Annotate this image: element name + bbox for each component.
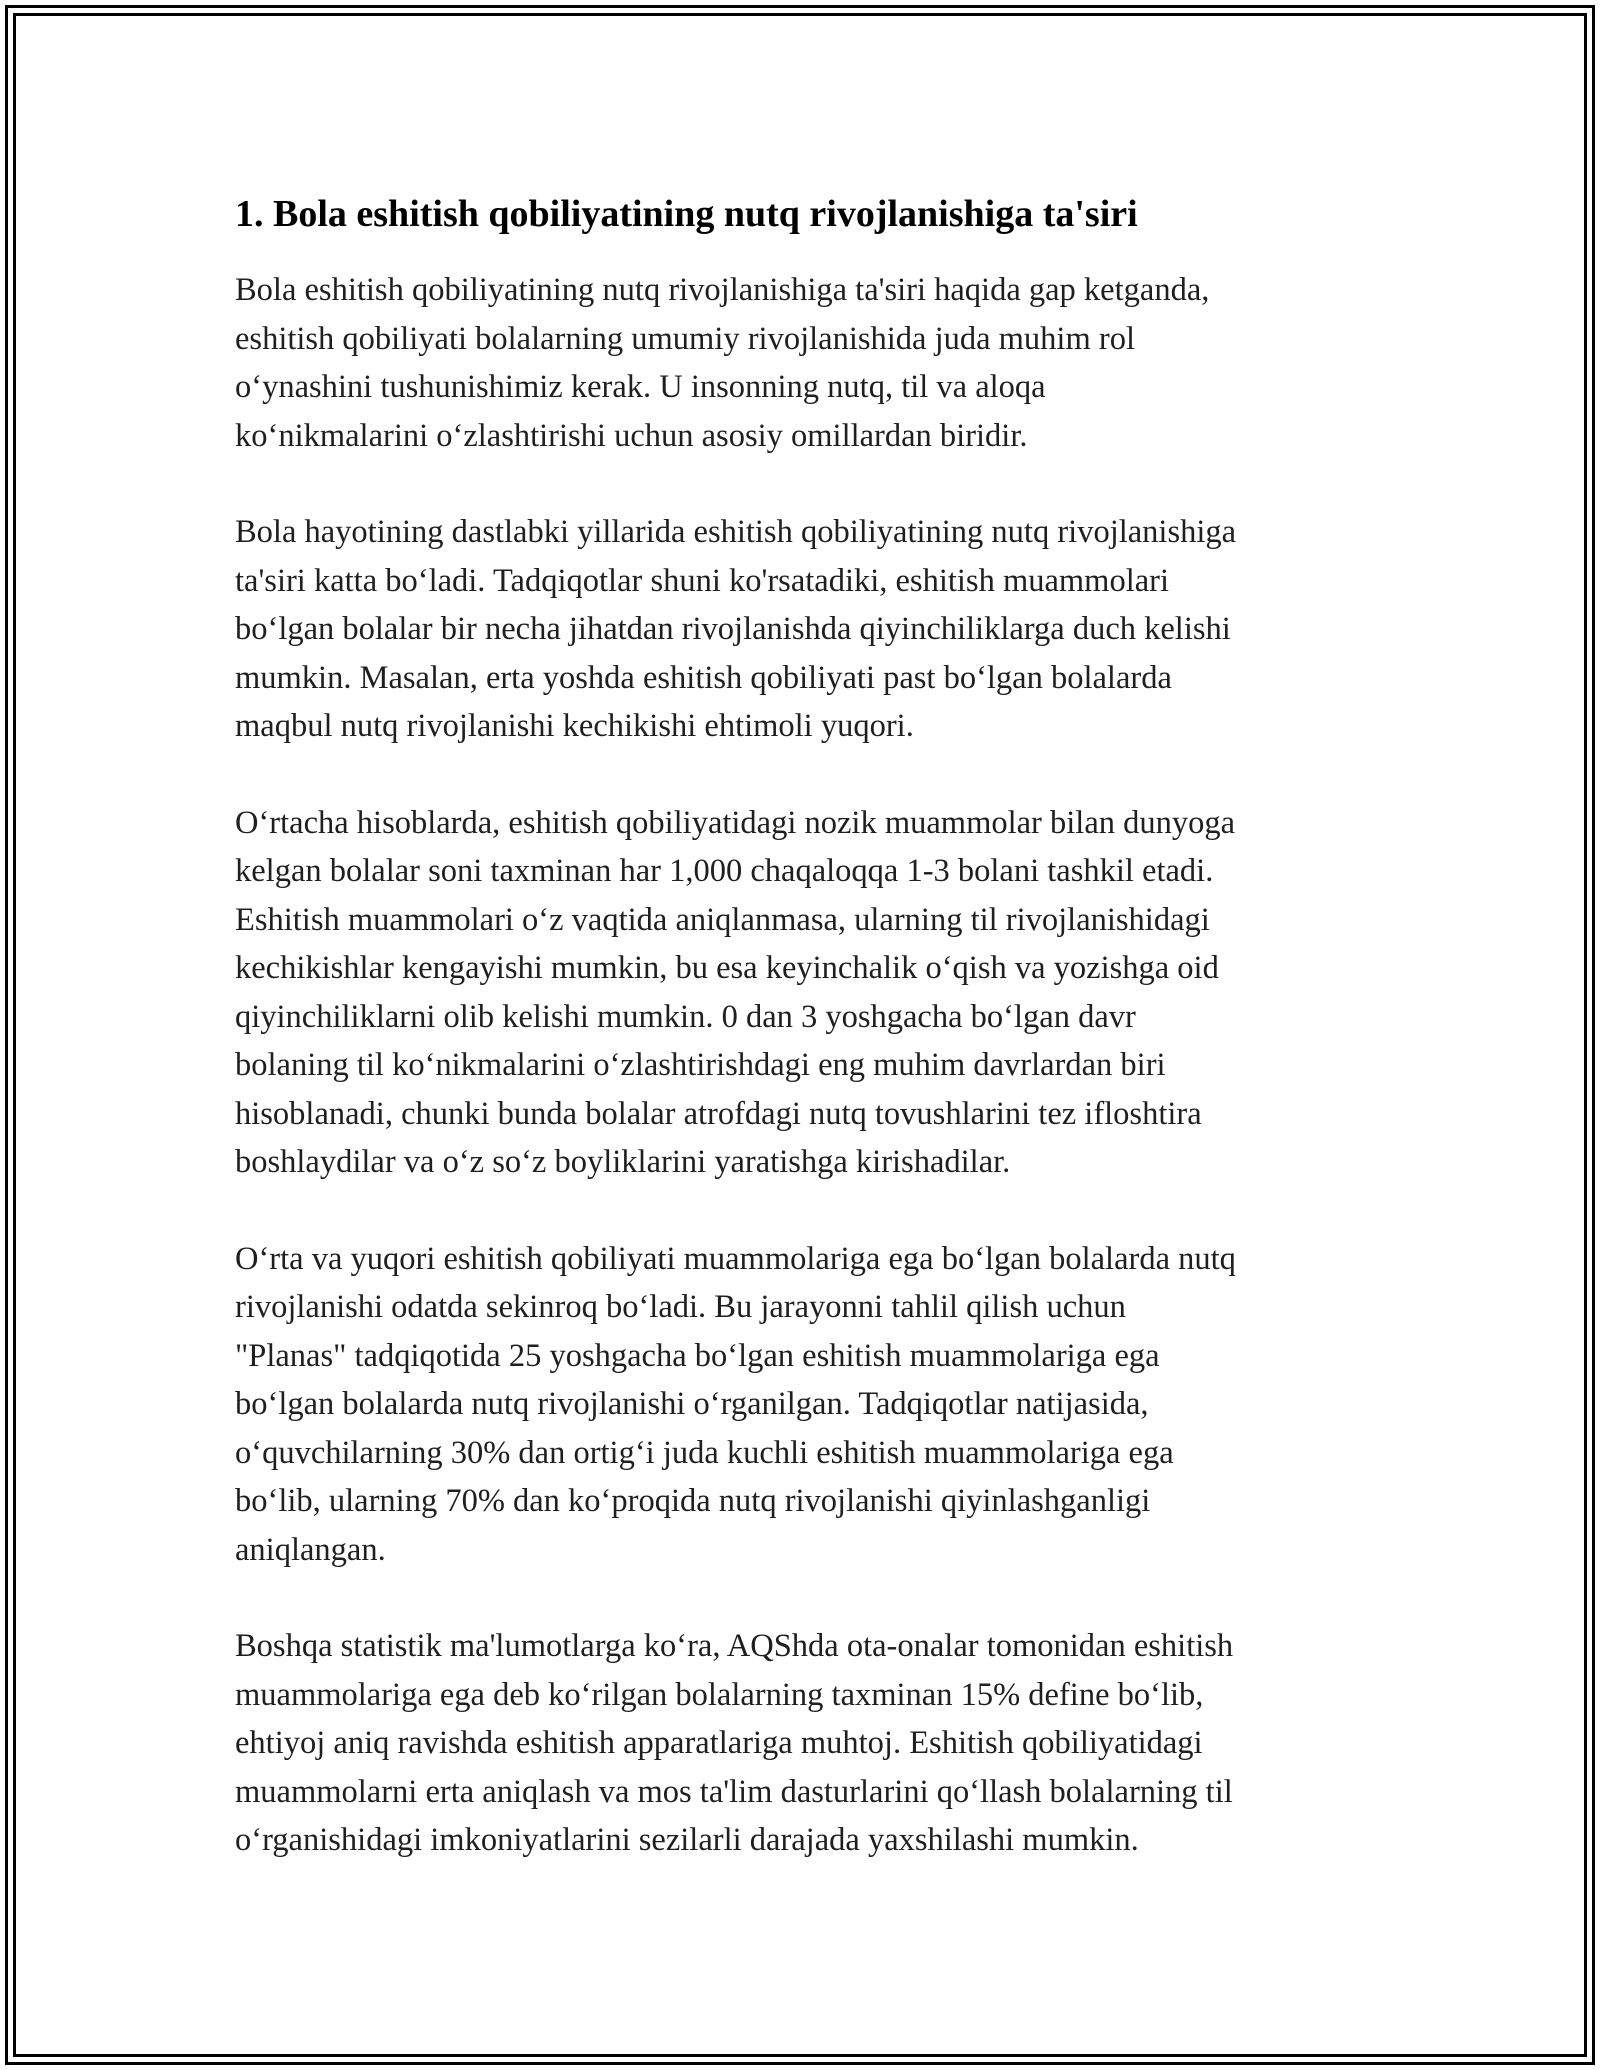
- paragraph-1: Bola eshitish qobiliyatining nutq rivojlanishiga ta'siri haqida gap ketganda, eshitish qobiliyati bolalarning umumiy rivojlanishida juda muhim rol o‘ynashini tushunishimiz kerak. U insonning nutq, til va aloqa ko‘nikmalarini o‘zlashtirishi uchun asosiy omillardan biridir.: [235, 272, 1210, 454]
- document-body: [235, 186, 1375, 1913]
- section-heading: 1. Bola eshitish qobiliyatining nutq rivojlanishiga ta'siri: [235, 193, 1138, 235]
- paragraph-4: O‘rta va yuqori eshitish qobiliyati muammolariga ega bo‘lgan bolalarda nutq rivojlanishi odatda sekinroq bo‘ladi. Bu jarayonni tahlil qilish uchun "Planas" tadqiqotida 25 yoshgacha bo‘lgan eshitish muammolariga ega bo‘lgan bolalarda nutq rivojlanishi o‘rganilgan. Tadqiqotlar natijasida, o‘quvchilarning 30% dan ortig‘i juda kuchli eshitish muammolariga ega bo‘lib, ularning 70% dan ko‘proqida nutq rivojlanishi qiyinlashganligi aniqlangan.: [235, 1240, 1236, 1568]
- paragraph-2: Bola hayotining dastlabki yillarida eshitish qobiliyatining nutq rivojlanishiga ta'siri katta bo‘ladi. Tadqiqotlar shuni ko'rsatadiki, eshitish muammolari bo‘lgan bolalar bir necha jihatdan rivojlanishda qiyinchiliklarga duch kelishi mumkin. Masalan, erta yoshda eshitish qobiliyati past bo‘lgan bolalarda maqbul nutq rivojlanishi kechikishi ehtimoli yuqori.: [235, 514, 1237, 744]
- paragraph-3: O‘rtacha hisoblarda, eshitish qobiliyatidagi nozik muammolar bilan dunyoga kelgan bolalar soni taxminan har 1,000 chaqaloqqa 1-3 bolani tashkil etadi. Eshitish muammolari o‘z vaqtida aniqlanmasa, ularning til rivojlanishidagi kechikishlar kengayishi mumkin, bu esa keyinchalik o‘qish va yozishga oid qiyinchiliklarni olib kelishi mumkin. 0 dan 3 yoshgacha bo‘lgan davr bolaning til ko‘nikmalarini o‘zlashtirishdagi eng muhim davrlardan biri hisoblanadi, chunki bunda bolalar atrofdagi nutq tovushlarini tez ifloshtira boshlaydilar va o‘z so‘z boyliklarini yaratishga kirishadilar.: [235, 804, 1236, 1180]
- paragraph-5: Boshqa statistik ma'lumotlarga ko‘ra, AQShda ota-onalar tomonidan eshitish muammolariga ega deb ko‘rilgan bolalarning taxminan 15% define bo‘lib, ehtiyoj aniq ravishda eshitish apparatlariga muhtoj. Eshitish qobiliyatidagi muammolarni erta aniqlash va mos ta'lim dasturlarini qo‘llash bolalarning til o‘rganishidagi imkoniyatlarini sezilarli darajada yaxshilashi mumkin.: [235, 1628, 1234, 1858]
